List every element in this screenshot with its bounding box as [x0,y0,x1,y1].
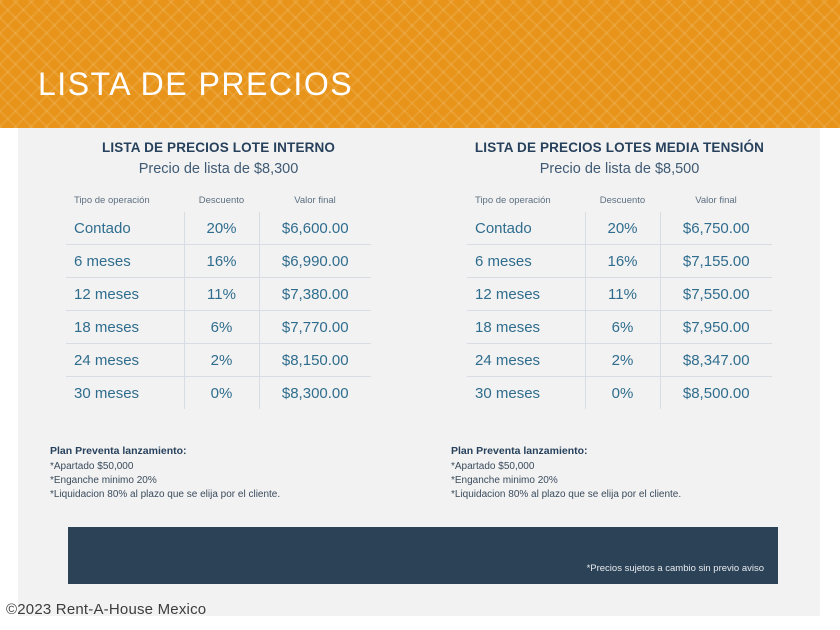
cell-valor: $6,600.00 [281,219,349,237]
table-row [66,212,371,245]
cell-valor: $7,155.00 [660,245,772,278]
table-row [467,278,772,311]
notes-title: Plan Preventa lanzamiento: [50,445,187,457]
cell-valor: $8,300.00 [259,377,371,410]
notes-line: *Liquidacion 80% al plazo que se elija por el cliente. [451,489,682,500]
cell-valor: $7,380.00 [259,278,371,311]
table-row [66,377,371,410]
footer-bar [68,527,778,584]
cell-valor: $8,347.00 [660,344,772,377]
notes-line: *Liquidacion 80% al plazo que se elija por el cliente. [50,489,281,500]
column-subtitle: Precio de lista de $8,300 [138,161,299,177]
cell-operacion: 18 meses [66,311,184,344]
table-row [467,377,772,410]
table-row [66,311,371,344]
cell-operacion: 24 meses [467,344,585,377]
cell-valor: $6,750.00 [682,219,750,237]
cell-descuento: 20% [585,212,660,245]
cell-operacion: 12 meses [66,278,184,311]
cell-descuento: 16% [585,245,660,278]
cell-valor: $7,770.00 [259,311,371,344]
cell-operacion: 6 meses [66,245,184,278]
notes-line: *Apartado $50,000 [50,461,134,472]
cell-descuento: 20% [184,212,259,245]
cell-valor: $7,950.00 [660,311,772,344]
cell-operacion: 24 meses [66,344,184,377]
column-header-descuento: Descuento [599,195,646,206]
cell-descuento: 11% [585,278,660,311]
cell-descuento: 0% [184,377,259,410]
cell-operacion: 18 meses [467,311,585,344]
cell-descuento: 2% [585,344,660,377]
notes-block [32,445,405,502]
page-title: LISTA DE PRECIOS [38,66,354,102]
cell-descuento: 2% [184,344,259,377]
price-columns [18,140,820,502]
slide-body [0,128,840,630]
cell-operacion: 6 meses [467,245,585,278]
cell-valor: $8,500.00 [660,377,772,410]
table-row [467,311,772,344]
left-margin-strip [0,128,18,630]
table-header-row [66,193,371,212]
cell-valor: $8,150.00 [259,344,371,377]
right-margin-strip [820,128,840,630]
notes-title: Plan Preventa lanzamiento: [451,445,588,457]
column-header-operacion: Tipo de operación [475,195,551,206]
header-band [0,0,840,128]
column-header-operacion: Tipo de operación [74,195,150,206]
cell-descuento: 0% [585,377,660,410]
watermark: ©2023 Rent-A-House Mexico [6,601,207,618]
price-table [467,193,772,409]
cell-descuento: 16% [184,245,259,278]
cell-operacion: 30 meses [467,377,585,410]
table-row [467,245,772,278]
cell-descuento: 11% [184,278,259,311]
column-subtitle: Precio de lista de $8,500 [539,161,700,177]
column-header-valor: Valor final [294,195,336,206]
table-row [66,344,371,377]
price-table [66,193,371,409]
table-row [66,245,371,278]
notes-block [433,445,806,502]
table-row [66,278,371,311]
notes-line: *Apartado $50,000 [451,461,535,472]
price-column-media-tension [419,140,820,502]
table-row [467,212,772,245]
column-header-valor: Valor final [695,195,737,206]
column-title: LISTA DE PRECIOS LOTES MEDIA TENSIÓN [474,140,765,155]
notes-line: *Enganche minimo 20% [50,475,157,486]
notes-line: *Enganche minimo 20% [451,475,558,486]
table-header-row [467,193,772,212]
cell-descuento: 6% [184,311,259,344]
cell-valor: $7,550.00 [660,278,772,311]
column-title: LISTA DE PRECIOS LOTE INTERNO [101,140,336,155]
cell-operacion: Contado [467,212,585,245]
bottom-margin-strip [0,616,840,630]
table-row [467,344,772,377]
cell-valor: $6,990.00 [259,245,371,278]
column-header-descuento: Descuento [198,195,245,206]
cell-operacion: 30 meses [66,377,184,410]
price-column-lote-interno [18,140,419,502]
footer-disclaimer: *Precios sujetos a cambio sin previo aviso [586,563,764,574]
cell-descuento: 6% [585,311,660,344]
cell-operacion: 12 meses [467,278,585,311]
cell-operacion: Contado [66,212,184,245]
